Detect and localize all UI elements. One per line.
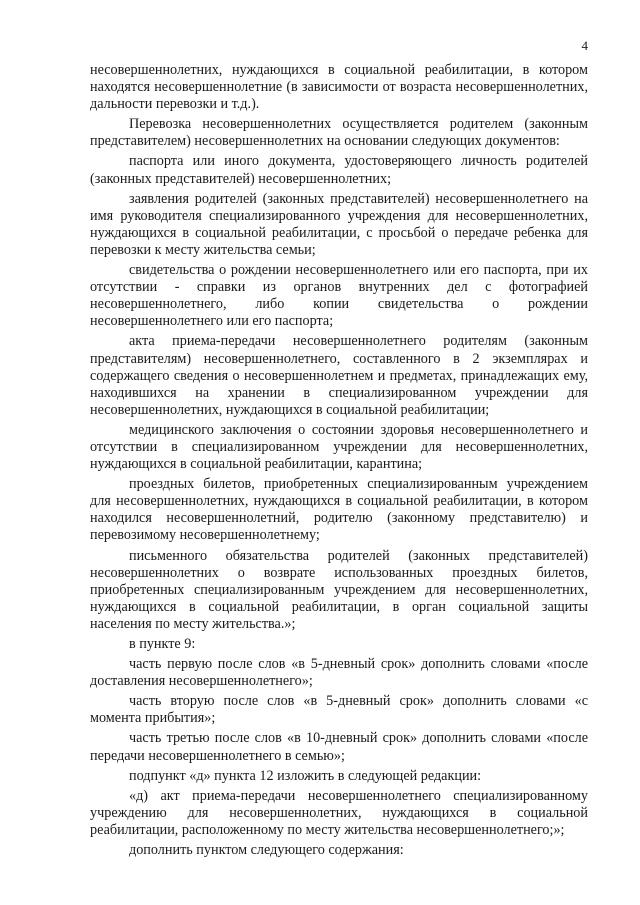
document-body — [90, 62, 588, 859]
paragraph-travel-tickets: проездных билетов, приобретенных специализированным учреждением для несовершеннолетних, нуждающихся в социальной реабилитации, в котором находился несовершеннолетний, родителю (законному представителю) и перевозимому несовершеннолетнему; — [90, 476, 588, 544]
paragraph-passport: паспорта или иного документа, удостоверяющего личность родителей (законных представителей) несовершеннолетних; — [90, 153, 588, 187]
page-number: 4 — [581, 38, 588, 53]
paragraph-transfer-act: акта приема-передачи несовершеннолетнего родителям (законным представителям) несовершеннолетнего, составленного в 2 экземплярах и содержащего сведения о несовершеннолетнем и предметах, принадлежащих ему, находившихся на хранении в специализированном учреждении для несовершеннолетних, нуждающихся в социальной реабилитации; — [90, 333, 588, 418]
paragraph-parent-application: заявления родителей (законных представителей) несовершеннолетнего на имя руководителя специализированного учреждения для несовершеннолетних, нуждающихся в социальной реабилитации, с просьбой о передаче ребенка для перевозки к месту жительства семьи; — [90, 190, 588, 258]
paragraph-part-two: часть вторую после слов «в 5-дневный срок» дополнить словами «с момента прибытия»; — [90, 693, 588, 727]
paragraph-medical-report: медицинского заключения о состоянии здоровья несовершеннолетнего и отсутствии в специализированном учреждении для несовершеннолетних, нуждающихся в социальной реабилитации, карантина; — [90, 421, 588, 473]
paragraph-part-three: часть третью после слов «в 10-дневный срок» дополнить словами «после передачи несовершеннолетнего в семью»; — [90, 730, 588, 764]
paragraph-continuation: несовершеннолетних, нуждающихся в социальной реабилитации, в котором находятся несовершеннолетние (в зависимости от возраста несовершеннолетних, дальности перевозки и т.д.). — [90, 62, 588, 113]
paragraph-subpoint-d: подпункт «д» пункта 12 изложить в следующей редакции: — [129, 767, 482, 784]
paragraph-birth-certificate: свидетельства о рождении несовершеннолетнего или его паспорта, при их отсутствии - справки из органов внутренних дел с фотографией несовершеннолетнего, либо копии свидетельства о рождении несовершеннолетнего или его паспорта; — [90, 262, 588, 330]
paragraph-transport-basis: Перевозка несовершеннолетних осуществляется родителем (законным представителем) несовершеннолетних на основании следующих документов: — [90, 116, 588, 150]
paragraph-point-9: в пункте 9: — [129, 636, 196, 652]
paragraph-part-one: часть первую после слов «в 5-дневный срок» дополнить словами «после доставления несовершеннолетнего»; — [90, 656, 588, 690]
paragraph-subpoint-d-text: «д) акт приема-передачи несовершеннолетнего специализированному учреждению для несовершеннолетних, нуждающихся в социальной реабилитации, расположенному по месту жительства несовершеннолетнего;»; — [90, 787, 588, 838]
paragraph-written-obligation: письменного обязательства родителей (законных представителей) несовершеннолетних о возврате использованных проездных билетов, приобретенных специализированным учреждением для несовершеннолетних, нуждающихся в социальной реабилитации, в орган социальной защиты населения по месту жительства.»; — [90, 547, 588, 632]
paragraph-add-point: дополнить пунктом следующего содержания: — [129, 842, 404, 859]
